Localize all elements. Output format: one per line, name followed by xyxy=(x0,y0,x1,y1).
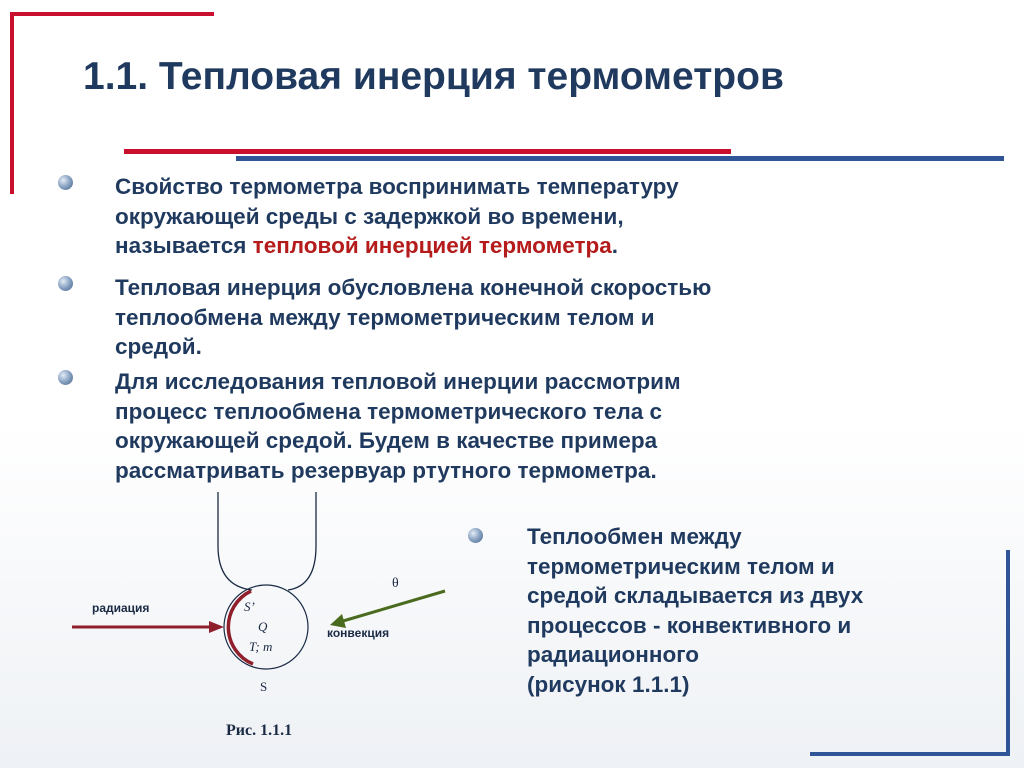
convection-label: конвекция xyxy=(327,626,390,640)
q-label: Q xyxy=(258,619,268,634)
theta-label: θ xyxy=(392,576,399,591)
bullet-3-line: Для исследования тепловой инерции рассмотрим xyxy=(115,369,681,394)
bullet-4-line: Теплообмен между xyxy=(527,524,742,549)
radiation-label: радиация xyxy=(92,601,150,615)
bullet-4-line: термометрическим телом и xyxy=(527,553,835,579)
bullet-1-line: Свойство термометра воспринимать температуру xyxy=(115,174,679,199)
s-prime-label: S’ xyxy=(244,599,255,614)
bullet-3-line: процесс теплообмена термометрического тела с xyxy=(115,398,663,424)
bullet-4-line: процессов - конвективного и xyxy=(527,612,852,638)
bullet-4-line: средой складывается из двух xyxy=(527,583,864,608)
bulb-outline xyxy=(218,492,316,590)
bullet-2-line: Тепловая инерция обусловлена конечной скоростью xyxy=(115,275,712,300)
radiation-arrow-head xyxy=(209,621,224,633)
s-label: S xyxy=(260,679,268,694)
convection-arrow-line xyxy=(343,591,445,621)
t-m-label: T; m xyxy=(249,639,273,654)
page-title: 1.1. Тепловая инерция термометров xyxy=(83,55,784,98)
bullet-3-line: рассматривать резервуар ртутного термометра. xyxy=(115,457,657,483)
figure-caption: Рис. 1.1.1 xyxy=(226,722,293,739)
bullet-1-line: окружающей среды с задержкой во времени, xyxy=(115,203,624,229)
bullet-1-line-last: называется тепловой инерцией термометра. xyxy=(115,233,619,258)
bullet-2-line: средой. xyxy=(115,334,202,359)
bullet-3-line: окружающей средой. Будем в качестве примера xyxy=(115,428,658,453)
bullet-4-line: радиационного xyxy=(527,642,700,667)
bullet-2-line: теплообмена между термометрическим телом и xyxy=(115,304,655,330)
bullet-4-line: (рисунок 1.1.1) xyxy=(527,671,690,697)
term-highlight: тепловой инерцией термометра xyxy=(252,233,612,258)
